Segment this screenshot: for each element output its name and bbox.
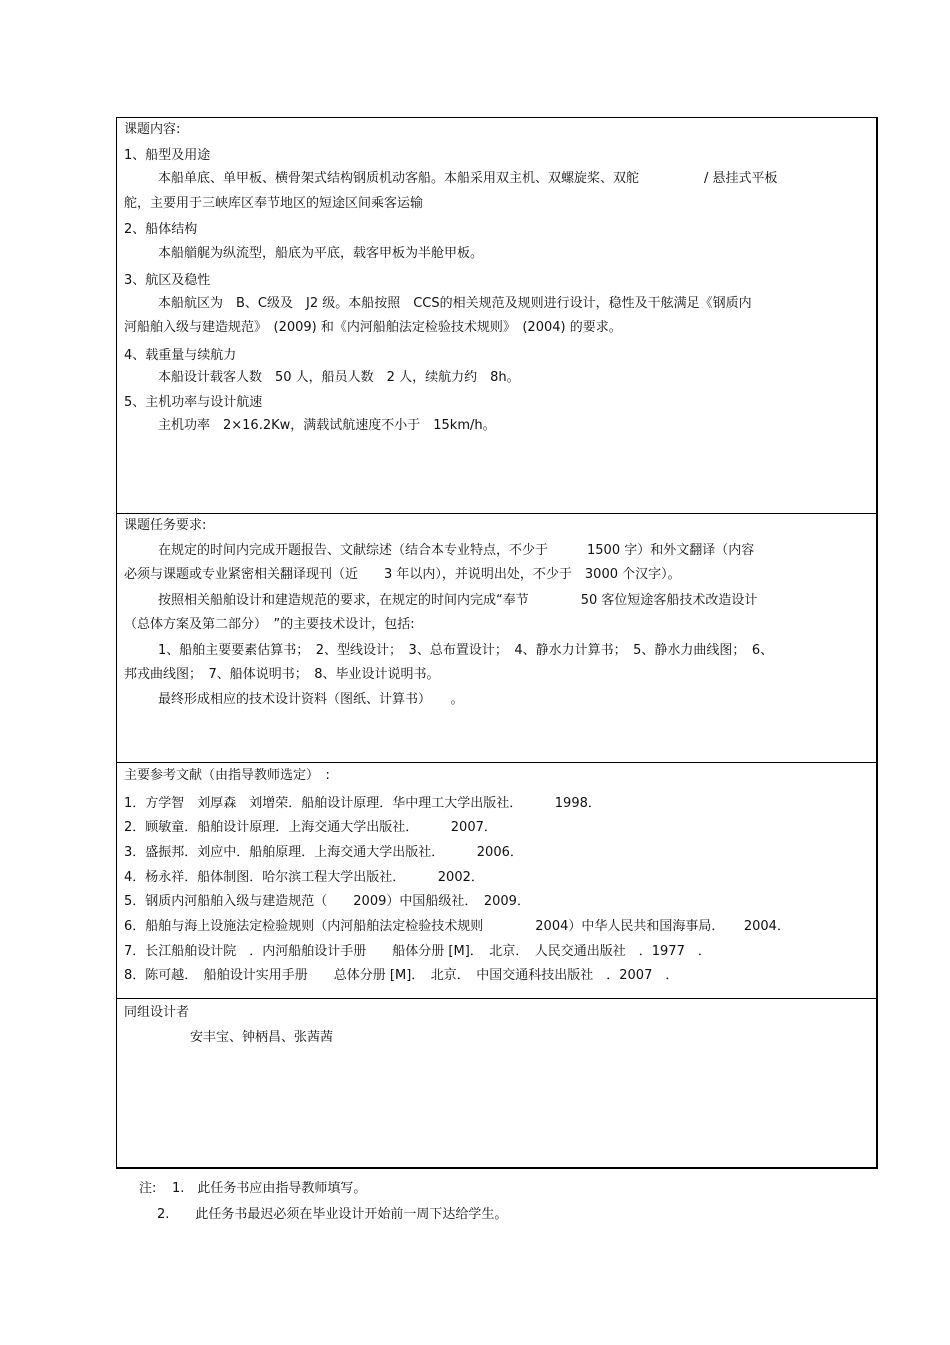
content-heading: 课题内容: xyxy=(124,122,181,137)
content-line: 主机功率 2×16.2Kw，满载试航速度不小于 15km/h。 xyxy=(158,418,496,433)
note-item: 2. 此任务书最迟必须在毕业设计开始前一周下达给学生。 xyxy=(157,1207,508,1222)
references-section xyxy=(117,763,876,999)
content-line: 本船单底、单甲板、横骨架式结构钢质机动客船。本船采用双主机、双螺旋桨、双舵 / 悬挂式平板 xyxy=(158,171,778,186)
group-heading: 同组设计者 xyxy=(124,1005,190,1020)
reference-item: 7．长江船舶设计院 ．内河船舶设计手册 船体分册 [M]． 北京． 人民交通出版社 ．1977 ． xyxy=(124,944,711,959)
content-section xyxy=(117,118,876,514)
task-form-table xyxy=(116,117,878,1169)
references-heading: 主要参考文献（由指导教师选定） : xyxy=(124,768,330,783)
group-members: 安丰宝、钟柄昌、张茜茜 xyxy=(190,1030,334,1045)
requirements-line: 必须与课题或专业紧密相关翻译现刊（近 3 年以内），并说明出处，不少于 3000 个汉字）。 xyxy=(124,567,681,582)
requirements-line: 最终形成相应的技术设计资料（图纸、计算书） 。 xyxy=(158,692,464,707)
requirements-line: 邦戎曲线图； 7、船体说明书； 8、毕业设计说明书。 xyxy=(124,667,440,682)
requirements-line: 按照相关船舶设计和建造规范的要求，在规定的时间内完成“奉节 50 客位短途客船技术改造设计 xyxy=(158,593,758,608)
content-line: 5、主机功率与设计航速 xyxy=(124,395,263,410)
note-item: 1. 此任务书应由指导教师填写。 xyxy=(172,1181,367,1196)
content-line: 3、航区及稳性 xyxy=(124,273,211,288)
reference-item: 2．顾敏童．船舶设计原理．上海交通大学出版社． 2007． xyxy=(124,820,497,835)
requirements-line: 在规定的时间内完成开题报告、文献综述（结合本专业特点，不少于 1500 字）和外文翻译（内容 xyxy=(158,543,755,558)
reference-item: 4．杨永祥．船体制图．哈尔滨工程大学出版社． 2002． xyxy=(124,870,484,885)
reference-item: 1．方学智 刘厚森 刘增荣．船舶设计原理．华中理工大学出版社． 1998． xyxy=(124,796,601,811)
reference-item: 3．盛振邦．刘应中．船舶原理．上海交通大学出版社． 2006． xyxy=(124,845,523,860)
content-line: 舵，主要用于三峡库区奉节地区的短途区间乘客运输 xyxy=(124,196,424,211)
reference-item: 8．陈可越． 船舶设计实用手册 总体分册 [M]． 北京． 中国交通科技出版社 ．2007 ． xyxy=(124,968,679,983)
requirements-line: 1、船舶主要要素估算书； 2、型线设计； 3、总布置设计； 4、静水力计算书； 5、静水力曲线图； 6、 xyxy=(158,643,774,658)
content-line: 本船设计载客人数 50 人，船员人数 2 人，续航力约 8h。 xyxy=(158,370,520,385)
reference-item: 6．船舶与海上设施法定检验规则（内河船舶法定检验技术规则 2004）中华人民共和国海事局． 2004． xyxy=(124,919,790,934)
content-line: 本船艏艉为纵流型，船底为平底，载客甲板为半舱甲板。 xyxy=(158,246,484,261)
content-line: 本船航区为 B、C级及 J2 级。本船按照 CCS的相关规范及规则进行设计，稳性及干舷满足《钢质内 xyxy=(158,296,752,311)
requirements-section xyxy=(117,514,876,763)
requirements-line: （总体方案及第二部分） ”的主要技术设计，包括: xyxy=(124,617,415,632)
content-line: 4、载重量与续航力 xyxy=(124,348,237,363)
requirements-heading: 课题任务要求: xyxy=(124,518,207,533)
reference-item: 5．钢质内河船舶入级与建造规范（ 2009）中国船级社． 2009． xyxy=(124,894,530,909)
content-line: 河船舶入级与建造规范》 (2009) 和《内河船舶法定检验技术规则》 (2004) 的要求。 xyxy=(124,320,622,335)
content-line: 1、船型及用途 xyxy=(124,148,211,163)
notes-label: 注: xyxy=(139,1181,157,1196)
group-section xyxy=(117,999,876,1169)
content-line: 2、船体结构 xyxy=(124,222,198,237)
